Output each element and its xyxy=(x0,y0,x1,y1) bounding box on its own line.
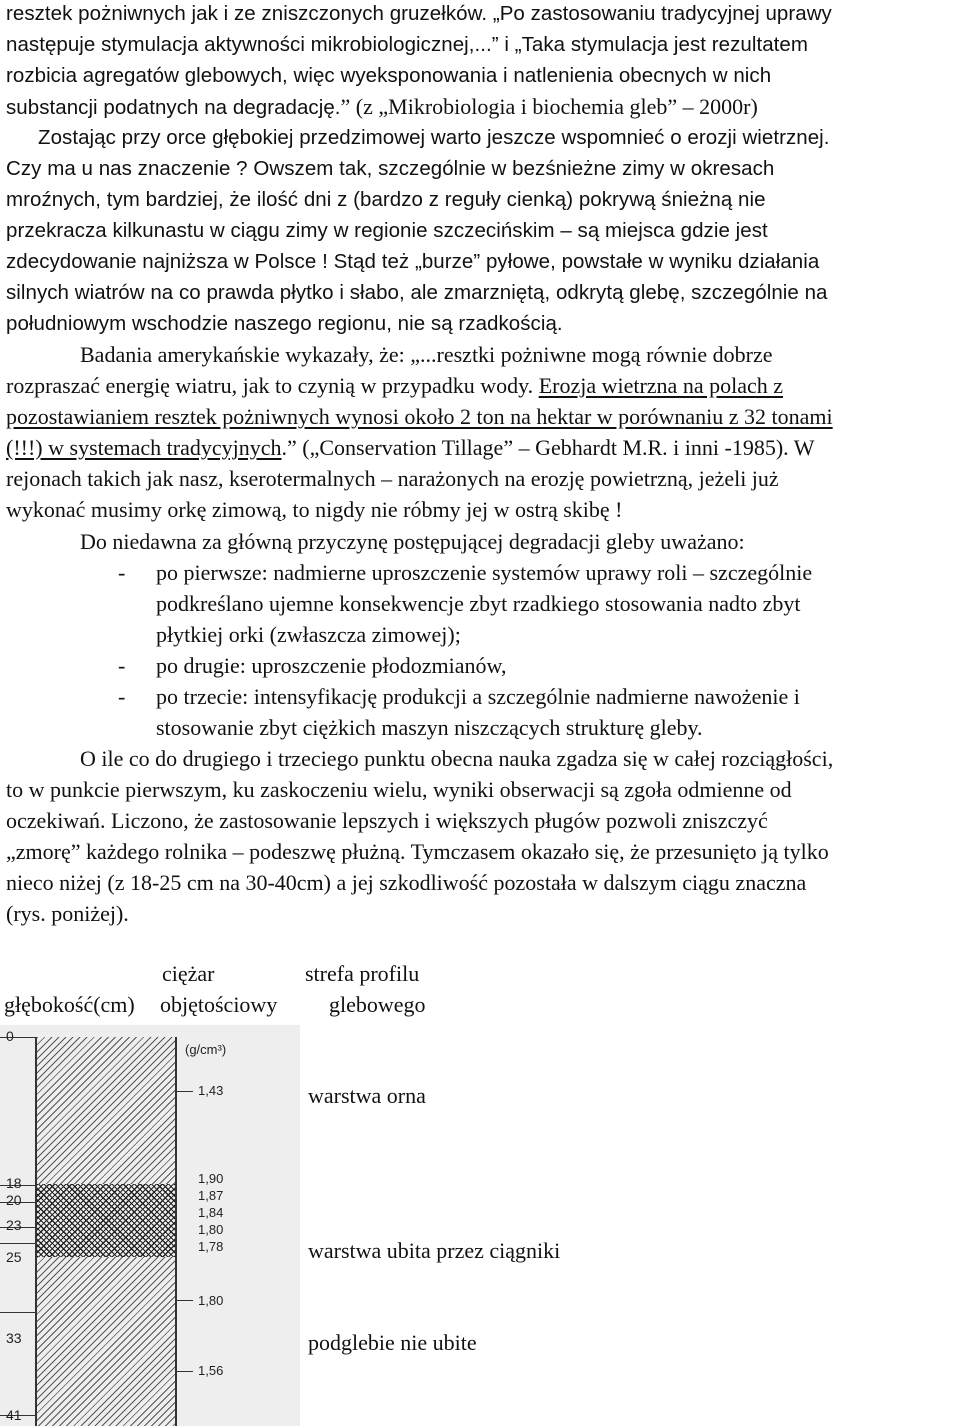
text-line: wykonać musimy orkę zimową, to nigdy nie róbmy jej w ostrą skibę ! xyxy=(6,497,623,522)
depth-label: 23 xyxy=(6,1217,22,1233)
text-line xyxy=(6,91,758,123)
text-segment: Owszem tak, szczególnie w bezśnieżne zimy w okresach xyxy=(247,157,775,180)
density-label: 1,87 xyxy=(198,1188,224,1203)
density-label: 1,84 xyxy=(198,1205,224,1220)
soil-profile-figure xyxy=(0,1025,960,1426)
text-line: Badania amerykańskie wykazały, że: „...resztki pożniwne mogą równie dobrze xyxy=(80,342,773,367)
list-item: podkreślano ujemne konsekwencje zbyt rzadkiego stosowania nadto zbyt xyxy=(156,591,801,616)
text-line xyxy=(6,153,774,184)
figure-header: glebowego xyxy=(329,992,426,1017)
text-line: resztek pożniwnych jak i ze zniszczonych gruzełków. „Po zastosowaniu tradycyjnej uprawy xyxy=(6,2,832,25)
depth-tick xyxy=(0,1312,35,1313)
density-tick xyxy=(175,1091,193,1092)
density-label: 1,43 xyxy=(198,1083,224,1098)
text-line: to w punkcie pierwszym, ku zaskoczeniu wielu, wyniki obserwacji są zgoła odmienne od xyxy=(6,777,792,802)
depth-label: 25 xyxy=(6,1249,22,1265)
list-bullet: - xyxy=(118,653,126,678)
text-segment: substancji podatnych na degradację. xyxy=(6,96,341,119)
subsoil-hatch xyxy=(37,1257,175,1426)
citation: ” (z „Mikrobiologia i biochemia gleb” – 2000r) xyxy=(340,94,758,119)
soil-column xyxy=(35,1037,177,1426)
text-line: przekracza kilkunastu w ciągu zimy w regionie szczecińskim – są miejsca gdzie jest xyxy=(6,219,768,242)
list-item: po drugie: uproszczenie płodozmianów, xyxy=(156,653,507,678)
figure-header: objętościowy xyxy=(160,992,278,1017)
figure-header: głębokość(cm) xyxy=(4,992,135,1017)
text-line xyxy=(6,432,815,463)
zone-label: warstwa orna xyxy=(308,1083,426,1108)
list-item: po pierwsze: nadmierne uproszczenie systemów uprawy roli – szczególnie xyxy=(156,560,813,585)
text-line: oczekiwań. Liczono, że zastosowanie lepszych i większych pługów pozwoli zniszczyć xyxy=(6,808,768,833)
list-item: płytkiej orki (zwłaszcza zimowej); xyxy=(156,622,461,647)
underlined-text: Erozja wietrzna na polach z xyxy=(538,373,783,398)
text-line xyxy=(6,370,783,401)
depth-label: 18 xyxy=(6,1175,22,1191)
text-line: O ile co do drugiego i trzeciego punktu obecna nauka zgadza się w całej rozciągłości, xyxy=(80,746,834,771)
depth-label: 20 xyxy=(6,1192,22,1208)
underlined-text: (!!!) w systemach tradycyjnych xyxy=(6,435,282,460)
text-line: rejonach takich jak nasz, kserotermalnych – narażonych na erozję powietrzną, jeżeli już xyxy=(6,466,779,491)
text-line: silnych wiatrów na co prawda płytko i słabo, ale zmarzniętą, odkrytą glebę, szczególnie na xyxy=(6,281,828,304)
text-line: południowym wschodzie naszego regionu, nie są rzadkością. xyxy=(6,312,563,335)
depth-label: 0 xyxy=(6,1028,14,1044)
text-line: Do niedawna za główną przyczynę postępującej degradacji gleby uważano: xyxy=(80,529,745,554)
underlined-text: pozostawianiem resztek pożniwnych wynosi około 2 ton na hektar w porównaniu z 32 tonami xyxy=(6,404,833,429)
depth-label: 41 xyxy=(6,1407,22,1423)
unit-label: (g/cm³) xyxy=(185,1042,227,1057)
soil-profile-scan xyxy=(0,1025,300,1426)
text-line: rozbicia agregatów glebowych, więc wyeksponowania i natlenienia obecnych w nich xyxy=(6,64,772,87)
list-item: po trzecie: intensyfikację produkcji a szczególnie nadmierne nawożenie i xyxy=(156,684,800,709)
text-line: zdecydowanie najniższa w Polsce ! Stąd też „burze” pyłowe, powstałe w wyniku działania xyxy=(6,250,820,273)
text-segment: .” („Conservation Tillage” – Gebhardt M.R. i inni -1985). W xyxy=(281,435,815,460)
zone-label: warstwa ubita przez ciągniki xyxy=(308,1238,561,1263)
list-bullet: - xyxy=(118,560,126,585)
density-tick xyxy=(175,1371,193,1372)
zone-label: podglebie nie ubite xyxy=(308,1330,477,1355)
text-line: Zostając przy orce głębokiej przedzimowej warto jeszcze wspomnieć o erozji wietrznej. xyxy=(38,126,830,149)
depth-label: 33 xyxy=(6,1330,22,1346)
text-line: mroźnych, tym bardziej, że ilość dni z (bardzo z reguły cienką) pokrywą śnieżną nie xyxy=(6,188,766,211)
figure-header: ciężar xyxy=(162,961,215,986)
text-line: nieco niżej (z 18-25 cm na 30-40cm) a jej szkodliwość pozostała w dalszym ciągu znaczna xyxy=(6,870,807,895)
density-label: 1,56 xyxy=(198,1363,224,1378)
text-segment: Czy ma u nas znaczenie ? xyxy=(6,157,248,180)
list-item: stosowanie zbyt ciężkich maszyn niszczących strukturę gleby. xyxy=(156,715,703,740)
density-label: 1,80 xyxy=(198,1293,224,1308)
density-label: 1,90 xyxy=(198,1171,224,1186)
text-line: „zmorę” każdego rolnika – podeszwę płużną. Tymczasem okazało się, że przesunięto ją tylko xyxy=(6,839,829,864)
text-segment: rozpraszać energię wiatru, jak to czynią w przypadku wody. xyxy=(6,373,539,398)
density-tick xyxy=(175,1300,193,1301)
list-bullet: - xyxy=(118,684,126,709)
plough-layer-hatch xyxy=(37,1037,175,1184)
text-line: (rys. poniżej). xyxy=(6,901,129,926)
density-label: 1,78 xyxy=(198,1239,224,1254)
compacted-layer-hatch xyxy=(37,1184,175,1257)
density-label: 1,80 xyxy=(198,1222,224,1237)
figure-header: strefa profilu xyxy=(305,961,420,986)
depth-tick xyxy=(0,1243,35,1244)
text-line: następuje stymulacja aktywności mikrobiologicznej,...” i „Taka stymulacja jest rezultatem xyxy=(6,33,808,56)
